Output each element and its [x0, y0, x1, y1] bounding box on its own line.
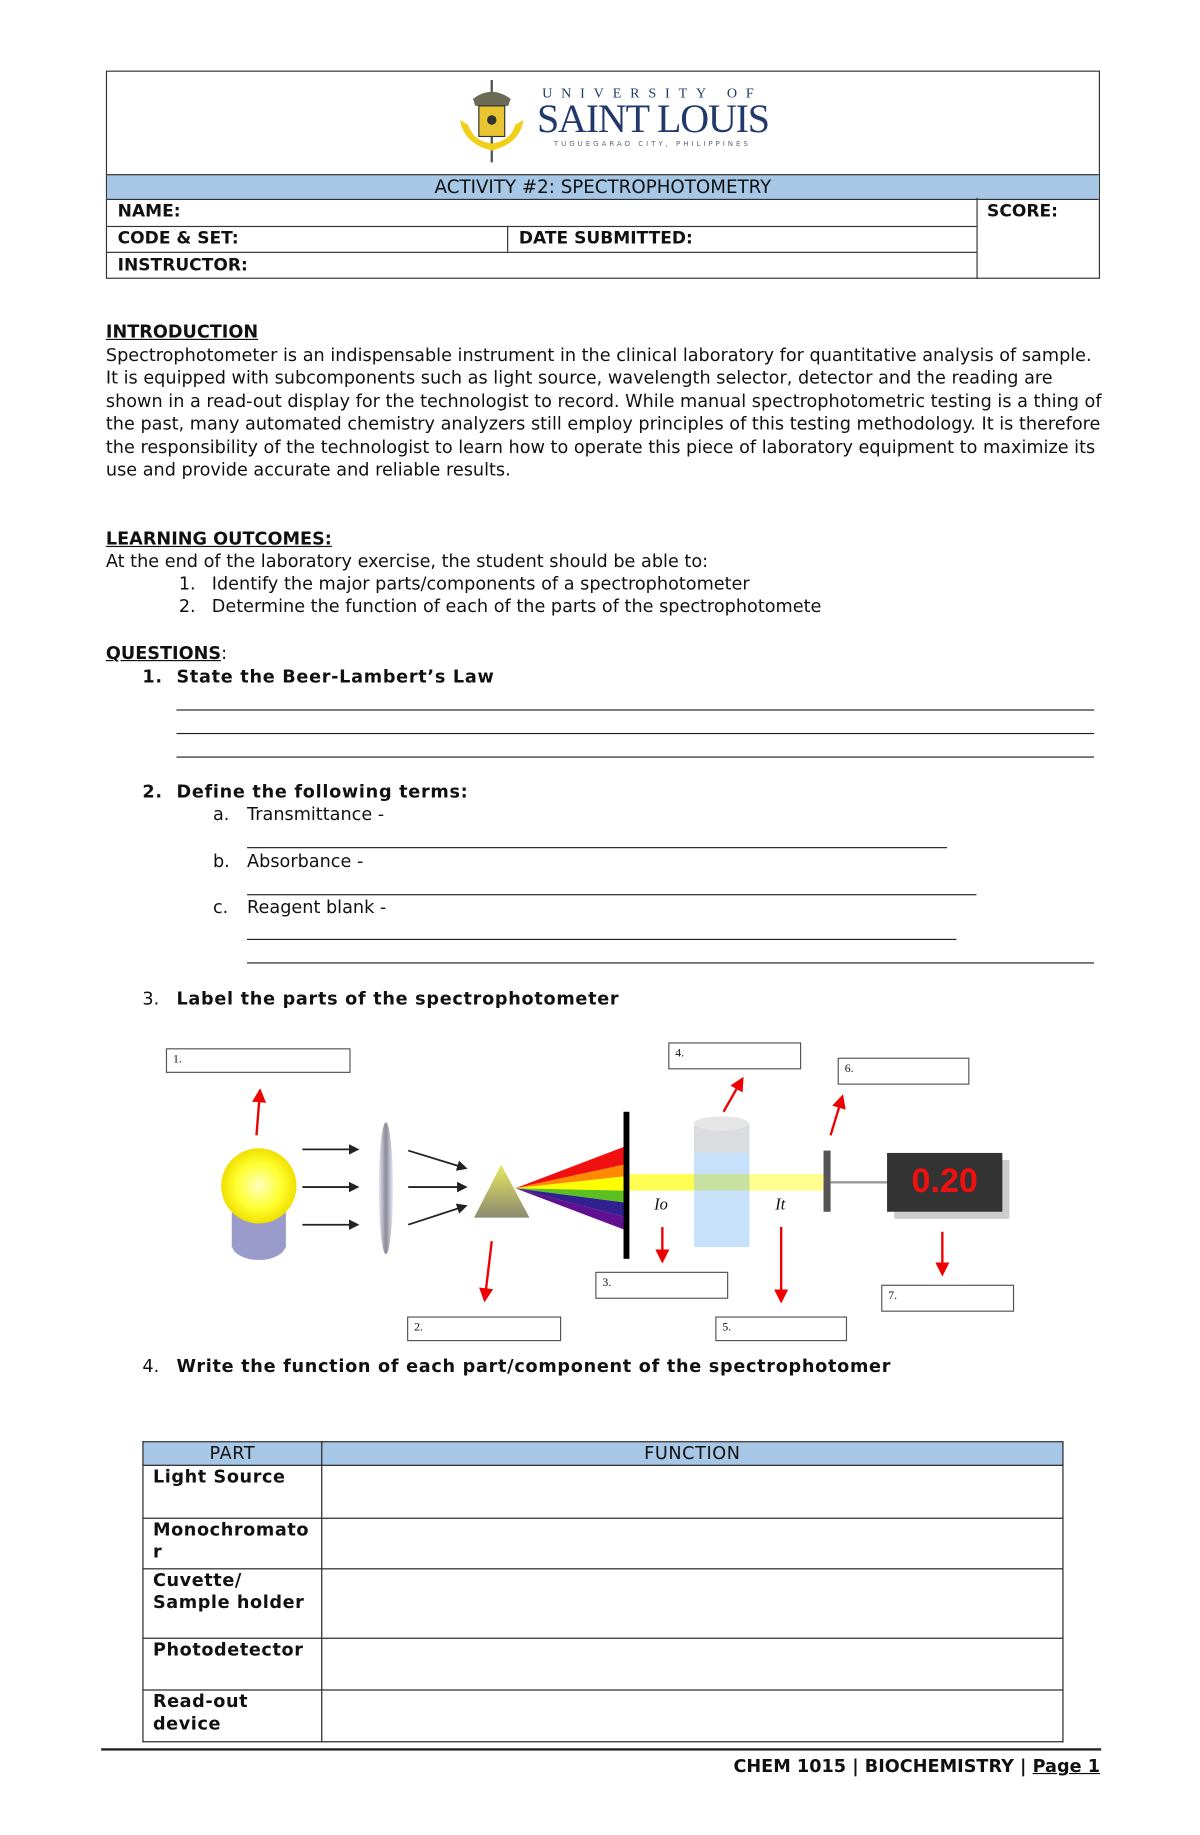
part-cell: Light Source	[143, 1465, 322, 1518]
table-row	[143, 1638, 1063, 1690]
label-box-4[interactable]: 4.	[668, 1042, 801, 1069]
part-cell: Photodetector	[143, 1638, 322, 1690]
function-cell[interactable]	[322, 1569, 1063, 1638]
learning-outcomes-intro: At the end of the laboratory exercise, the student should be able to:	[105, 550, 709, 572]
table-row	[143, 1569, 1063, 1638]
footer-course: CHEM 1015 | BIOCHEMISTRY |	[733, 1755, 1033, 1777]
parts-function-table	[142, 1441, 1063, 1742]
label-box-3[interactable]: 3.	[595, 1272, 728, 1299]
question-1: State the Beer-Lambert’s Law	[176, 665, 495, 688]
term-letter: b.	[212, 850, 230, 872]
logo-line-2: SAINT LOUIS	[536, 97, 769, 142]
logo-line-1: UNIVERSITY OF	[542, 84, 763, 102]
date-submitted-label: DATE SUBMITTED:	[518, 229, 693, 249]
learning-outcomes-heading: LEARNING OUTCOMES:	[105, 528, 332, 550]
label-box-2[interactable]: 2.	[407, 1316, 561, 1341]
term-reagent-blank: Reagent blank -	[247, 896, 387, 918]
code-set-label: CODE & SET:	[117, 229, 239, 249]
readout-value: 0.20	[911, 1162, 978, 1200]
it-label: It	[775, 1196, 786, 1215]
term-letter: c.	[212, 896, 229, 918]
function-cell[interactable]	[322, 1690, 1063, 1742]
table-header-row	[143, 1442, 1063, 1466]
prism-icon	[474, 1165, 529, 1218]
outcome-number: 2.	[178, 595, 196, 617]
name-label: NAME:	[117, 202, 181, 222]
part-cell: Monochromator	[143, 1518, 322, 1569]
question-number: 1.	[142, 665, 163, 688]
lens-icon	[379, 1122, 393, 1254]
cuvette-icon	[694, 1116, 750, 1247]
introduction-heading: INTRODUCTION	[105, 321, 259, 343]
instructor-label: INSTRUCTOR:	[117, 256, 248, 276]
question-number: 4.	[142, 1355, 160, 1377]
outcome-item: Determine the function of each of the parts of the spectrophotomete	[211, 595, 822, 617]
questions-colon: :	[221, 642, 228, 664]
table-row	[143, 1465, 1063, 1518]
question-number: 2.	[142, 781, 163, 803]
label-box-5[interactable]: 5.	[715, 1316, 847, 1341]
footer-rule	[101, 1748, 1101, 1750]
score-label: SCORE:	[987, 202, 1058, 222]
term-letter: a.	[212, 803, 230, 825]
slit-icon	[624, 1112, 630, 1259]
questions-heading-text: QUESTIONS	[105, 642, 222, 664]
table-row	[143, 1518, 1063, 1569]
spectrum-icon	[515, 1147, 623, 1229]
detector-icon	[824, 1151, 831, 1212]
column-header-function: FUNCTION	[322, 1442, 1063, 1466]
light-source-bulb-icon	[221, 1148, 296, 1260]
function-cell[interactable]	[322, 1518, 1063, 1569]
logo-line-3: TUGUEGARAO CITY, PHILIPPINES	[553, 139, 751, 149]
footer-page-number: Page 1	[1032, 1755, 1100, 1777]
function-cell[interactable]	[322, 1638, 1063, 1690]
column-header-part: PART	[143, 1442, 322, 1466]
question-3: Label the parts of the spectrophotometer	[176, 988, 620, 1010]
transmitted-beam	[749, 1174, 823, 1190]
outcome-item: Identify the major parts/components of a spectrophotometer	[211, 572, 750, 595]
table-row	[143, 1690, 1063, 1742]
term-transmittance: Transmittance -	[247, 803, 385, 825]
term-absorbance: Absorbance -	[247, 850, 364, 872]
part-cell: Read-out device	[143, 1690, 322, 1742]
label-box-7[interactable]: 7.	[881, 1285, 1014, 1312]
question-2: Define the following terms:	[176, 781, 469, 803]
outcome-number: 1.	[178, 572, 196, 595]
function-cell[interactable]	[322, 1465, 1063, 1518]
label-box-6[interactable]: 6.	[838, 1058, 970, 1085]
io-label: Io	[654, 1196, 668, 1215]
activity-title: ACTIVITY #2: SPECTROPHOTOMETRY	[107, 174, 1099, 200]
footer	[733, 1755, 1100, 1776]
part-cell: Cuvette/ Sample holder	[143, 1569, 322, 1638]
label-box-1[interactable]: 1.	[166, 1048, 351, 1073]
introduction-text: Spectrophotometer is an indispensable instrument in the clinical laboratory for quantitative analysis of sample. It is equipped with subcomponents such as light source, wavelength selector, detector and the reading are shown in a read-out display for the technologist to record. While manual spectrophotometric testing is a thing of the past, many automated chemistry analyzers still employ principles of this testing methodology. It is therefore the responsibility of the technologist to learn how to operate this piece of laboratory equipment to maximize its use and provide accurate and reliable results.	[105, 344, 1102, 481]
question-4: Write the function of each part/component of the spectrophotomer	[176, 1355, 892, 1377]
question-number: 3.	[142, 988, 160, 1010]
